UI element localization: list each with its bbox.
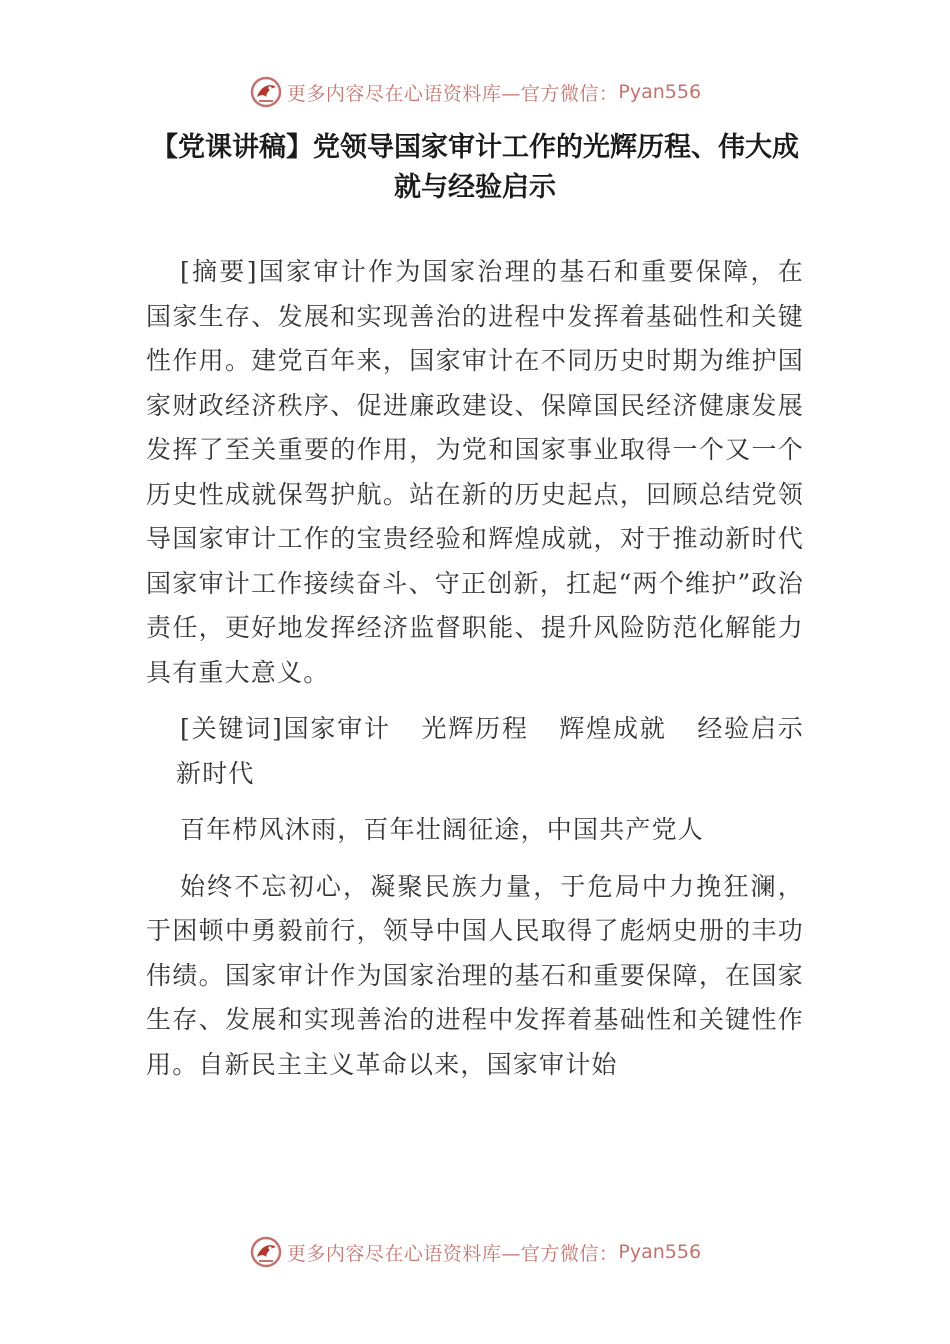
keyword-item: 光辉历程 bbox=[420, 714, 529, 743]
keyword-item: 经验启示 bbox=[696, 714, 804, 743]
keyword-item: 辉煌成就 bbox=[558, 714, 667, 743]
watermark-text: 更多内容尽在心语资料库—官方微信： bbox=[286, 82, 619, 105]
keywords-label: [关键词] bbox=[180, 714, 283, 743]
watermark-wechat-id: Pyan556 bbox=[618, 1241, 702, 1263]
watermark-wechat-id: Pyan556 bbox=[618, 81, 702, 103]
watermark-text: 更多内容尽在心语资料库—官方微信： bbox=[286, 1242, 619, 1265]
keyword-item: 新时代 bbox=[176, 758, 255, 788]
dragon-seal-icon bbox=[249, 1235, 283, 1269]
document-title: 【党课讲稿】党领导国家审计工作的光辉历程、伟大成就与经验启示 bbox=[151, 132, 799, 203]
body-paragraph: 始终不忘初心，凝聚民族力量，于危局中力挽狂澜，于困顿中勇毅前行，领导中国人民取得了彪炳史册的丰功伟绩。国家审计作为国家治理的基石和重要保障，在国家生存、发展和实现善治的进程中发挥着基础性和关键性作用。自新民主主义革命以来，国家审计始 bbox=[146, 871, 804, 1079]
document-body bbox=[146, 250, 804, 1099]
footer-watermark bbox=[0, 1232, 950, 1272]
keywords-paragraph bbox=[146, 707, 804, 796]
keyword-item: 国家审计 bbox=[282, 714, 391, 743]
dragon-seal-icon bbox=[249, 75, 283, 109]
abstract-paragraph: [摘要]国家审计作为国家治理的基石和重要保障，在国家生存、发展和实现善治的进程中发挥着基础性和关键性作用。建党百年来，国家审计在不同历史时期为维护国家财政经济秩序、促进廉政建设、保障国民经济健康发展发挥了至关重要的作用，为党和国家事业取得一个又一个历史性成就保驾护航。站在新的历史起点，回顾总结党领导国家审计工作的宝贵经验和辉煌成就，对于推动新时代国家审计工作接续奋斗、守正创新，扛起“两个维护”政治责任，更好地发挥经济监督职能、提升风险防范化解能力具有重大意义。 bbox=[146, 257, 804, 687]
body-paragraph: 百年栉风沐雨，百年壮阔征途，中国共产党人 bbox=[180, 815, 705, 844]
header-watermark bbox=[0, 72, 950, 112]
